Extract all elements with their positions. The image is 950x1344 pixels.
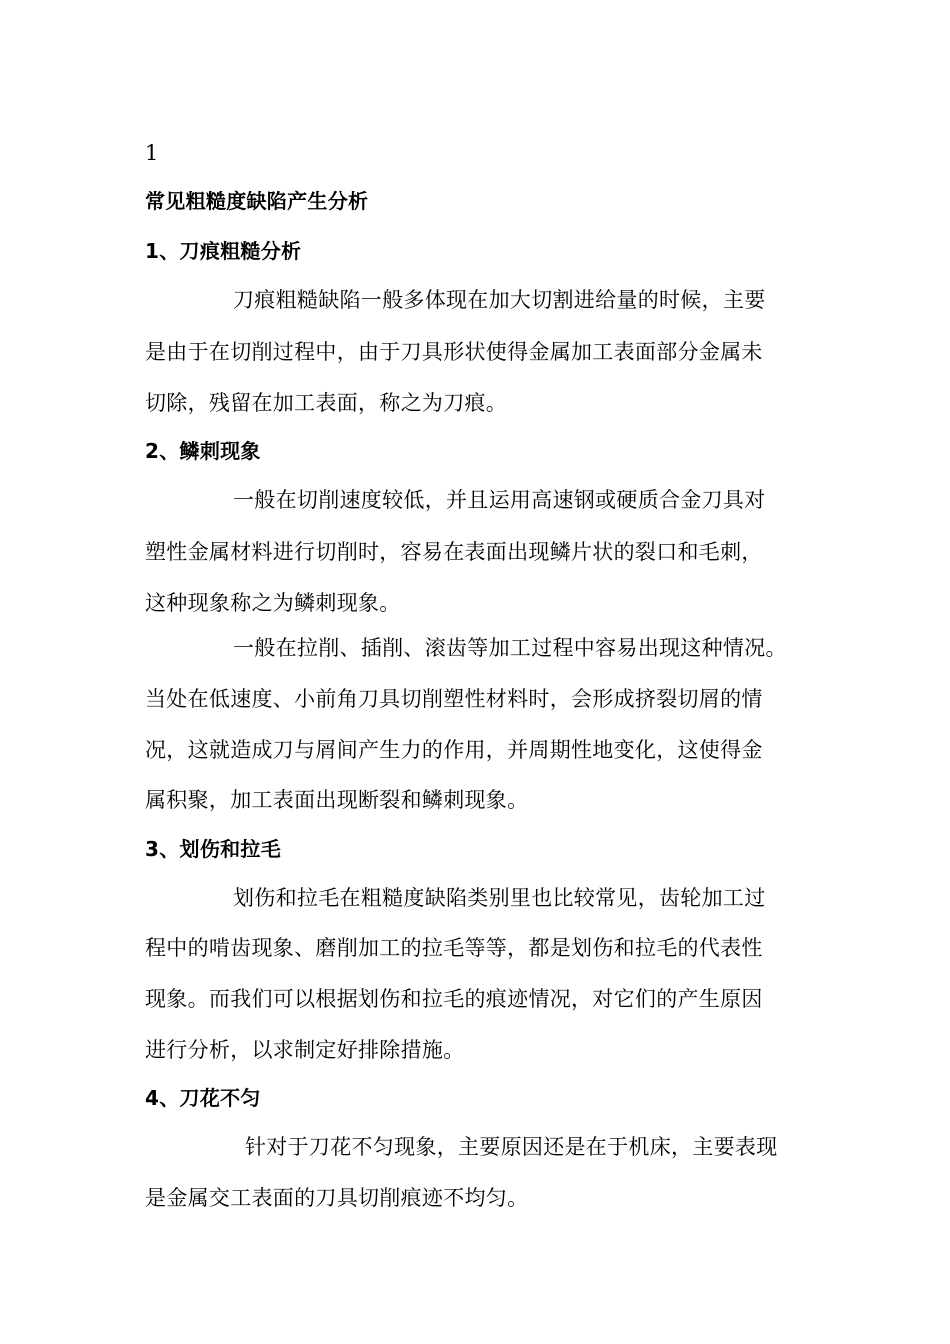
paragraph-line: 况，这就造成刀与屑间产生力的作用，并周期性地变化，这使得金 (145, 738, 763, 762)
paragraph-line: 是金属交工表面的刀具切削痕迹不均匀。 (145, 1186, 529, 1210)
paragraph-line: 切除，残留在加工表面，称之为刀痕。 (145, 391, 508, 415)
section-heading: 1、刀痕粗糙分析 (145, 239, 302, 263)
paragraph-line: 刀痕粗糙缺陷一般多体现在加大切割进给量的时候，主要 (233, 288, 766, 312)
section-heading: 3、划伤和拉毛 (145, 837, 282, 861)
paragraph-line: 一般在切削速度较低，并且运用高速钢或硬质合金刀具对 (233, 488, 766, 512)
section-heading: 4、刀花不匀 (145, 1086, 261, 1110)
paragraph-line: 现象。而我们可以根据划伤和拉毛的痕迹情况，对它们的产生原因 (145, 987, 763, 1011)
paragraph-line: 这种现象称之为鳞刺现象。 (145, 591, 401, 615)
paragraph-line: 是由于在切削过程中，由于刀具形状使得金属加工表面部分金属未 (145, 340, 763, 364)
section-heading: 2、鳞刺现象 (145, 439, 261, 463)
paragraph-line: 程中的啃齿现象、磨削加工的拉毛等等，都是划伤和拉毛的代表性 (145, 936, 763, 960)
paragraph-line: 针对于刀花不匀现象，主要原因还是在于机床，主要表现 (245, 1135, 778, 1159)
page-number: 1 (145, 141, 159, 165)
paragraph-line: 划伤和拉毛在粗糙度缺陷类别里也比较常见，齿轮加工过 (233, 886, 766, 910)
paragraph-line: 塑性金属材料进行切削时，容易在表面出现鳞片状的裂口和毛刺， (145, 540, 763, 564)
paragraph-line: 属积聚，加工表面出现断裂和鳞刺现象。 (145, 788, 529, 812)
document-title: 常见粗糙度缺陷产生分析 (145, 189, 369, 213)
paragraph-line: 进行分析，以求制定好排除措施。 (145, 1038, 465, 1062)
paragraph-line: 一般在拉削、插削、滚齿等加工过程中容易出现这种情况。 (233, 636, 787, 660)
paragraph-line: 当处在低速度、小前角刀具切削塑性材料时，会形成挤裂切屑的情 (145, 687, 763, 711)
